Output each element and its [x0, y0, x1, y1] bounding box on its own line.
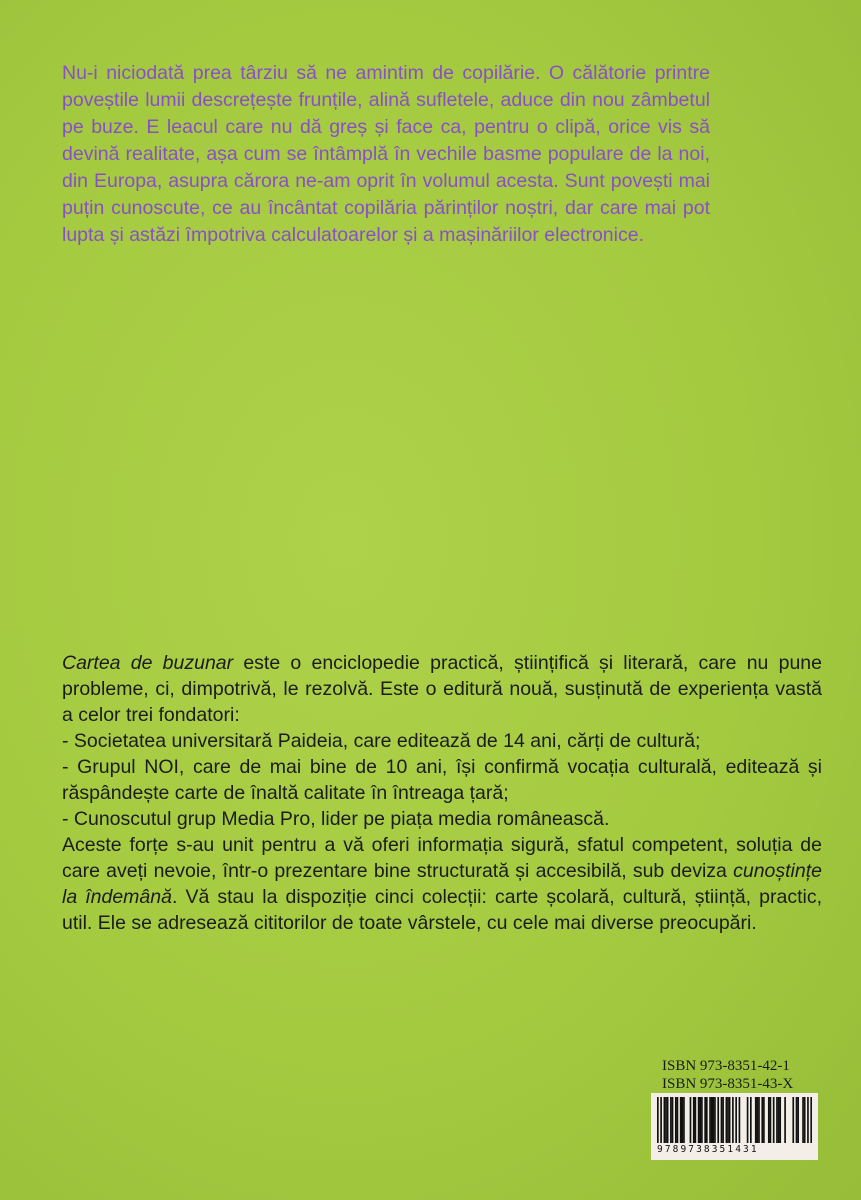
barcode-bar	[722, 1097, 724, 1143]
barcode-bar	[704, 1097, 706, 1143]
barcode-bar	[768, 1097, 770, 1143]
barcode-bar	[773, 1097, 775, 1143]
barcode-bar	[763, 1097, 765, 1143]
founder-item: - Cunoscutul grup Media Pro, lider pe piața media românească.	[62, 808, 610, 830]
barcode-bar	[755, 1097, 757, 1143]
barcode-bar	[670, 1097, 672, 1143]
barcode-bar	[675, 1097, 677, 1143]
barcode-bar	[706, 1097, 708, 1143]
barcode-bar	[770, 1097, 772, 1143]
barcode-bar	[729, 1097, 731, 1143]
barcode-bar	[784, 1097, 786, 1143]
barcode-bar	[683, 1097, 685, 1143]
barcode-bar	[804, 1097, 806, 1143]
barcode-bar	[796, 1097, 798, 1143]
barcode-bar	[761, 1097, 763, 1143]
barcode-bar	[810, 1097, 812, 1143]
barcode-bar	[739, 1097, 741, 1143]
closing-text-after: . Vă stau la dispoziție cinci colecții: carte școlară, cultură, știință, practic, util. Ele se adresează cititorilor de toate vârstele, cu cele mai diverse preocupări.	[62, 886, 822, 934]
publisher-closing	[62, 832, 822, 936]
barcode-bar	[802, 1097, 804, 1143]
barcode-bar	[726, 1097, 728, 1143]
barcode-bar	[778, 1097, 780, 1143]
barcode-bar	[693, 1097, 695, 1143]
barcode-bar	[672, 1097, 674, 1143]
barcode-bar	[797, 1097, 799, 1143]
barcode-bar	[712, 1097, 714, 1143]
barcode-bar	[677, 1097, 679, 1143]
barcode-bar	[792, 1097, 794, 1143]
cover-blurb: Nu-i niciodată prea târziu să ne amintim de copilărie. O călătorie printre poveștile lumii descrețește frunțile, alină sufletele, aduce din nou zâmbetul pe buze. E leacul care nu dă greș și face ca, pentru o clipă, orice vis să devină realitate, așa cum se întâmplă în vechile basme populare de la noi, din Europa, asupra cărora ne-am oprit în volumul acesta. Sunt povești mai puțin cunoscute, ce au încântat copilăria părinților noștri, dar care mai pot lupta și astăzi împotriva calculatoarelor și a mașinăriilor electronice.	[62, 62, 710, 246]
series-title: Cartea de buzunar	[62, 652, 234, 674]
barcode	[651, 1093, 818, 1160]
isbn-line: ISBN 973-8351-42-1	[662, 1058, 790, 1074]
barcode-bar	[698, 1097, 700, 1143]
barcode-bar	[711, 1097, 713, 1143]
barcode-bar	[681, 1097, 683, 1143]
isbn-line: ISBN 973-8351-43-X	[662, 1076, 794, 1092]
barcode-bar	[750, 1097, 752, 1143]
barcode-bar	[758, 1097, 760, 1143]
founder-item: - Societatea universitară Paideia, care editează de 14 ani, cărți de cultură;	[62, 730, 701, 752]
publisher-intro-text: este o enciclopedie practică, științifică și literară, care nu pune probleme, ci, dimpotrivă, le rezolvă. Este o editură nouă, susținută de experiența vastă a celor trei fondatori:	[62, 652, 822, 726]
publisher-info	[62, 650, 822, 936]
barcode-bar	[690, 1097, 692, 1143]
barcode-bar	[667, 1097, 669, 1143]
barcode-bar	[727, 1097, 729, 1143]
barcode-bar	[664, 1097, 666, 1143]
isbn-block	[662, 1057, 793, 1093]
barcode-digits: 9789738351431	[657, 1144, 759, 1155]
barcode-bars	[657, 1097, 812, 1143]
barcode-bar	[714, 1097, 716, 1143]
barcode-bar	[732, 1097, 734, 1143]
barcode-bar	[709, 1097, 711, 1143]
closing-text-before: Aceste forțe s-au unit pentru a vă oferi informația sigură, sfatul competent, soluția de care aveți nevoie, într-o prezentare bine structurată și accesibilă, sub deviza	[62, 834, 822, 882]
barcode-bar	[695, 1097, 697, 1143]
barcode-bar	[721, 1097, 723, 1143]
barcode-bar	[701, 1097, 703, 1143]
publisher-intro	[62, 650, 822, 728]
barcode-bar	[680, 1097, 682, 1143]
publisher-motto: cunoștințe la îndemână	[62, 860, 822, 908]
barcode-bar	[779, 1097, 781, 1143]
founder-item: - Grupul NOI, care de mai bine de 10 ani, își confirmă vocația culturală, editează și răspândește carte de înaltă calitate în întreaga țară;	[62, 756, 822, 804]
barcode-bar	[665, 1097, 667, 1143]
barcode-bar	[699, 1097, 701, 1143]
barcode-bar	[757, 1097, 759, 1143]
barcode-bar	[807, 1097, 809, 1143]
barcode-bar	[735, 1097, 737, 1143]
barcode-bar	[660, 1097, 662, 1143]
barcode-bar	[717, 1097, 719, 1143]
barcode-bar	[747, 1097, 749, 1143]
barcode-bar	[776, 1097, 778, 1143]
barcode-bar	[657, 1097, 659, 1143]
